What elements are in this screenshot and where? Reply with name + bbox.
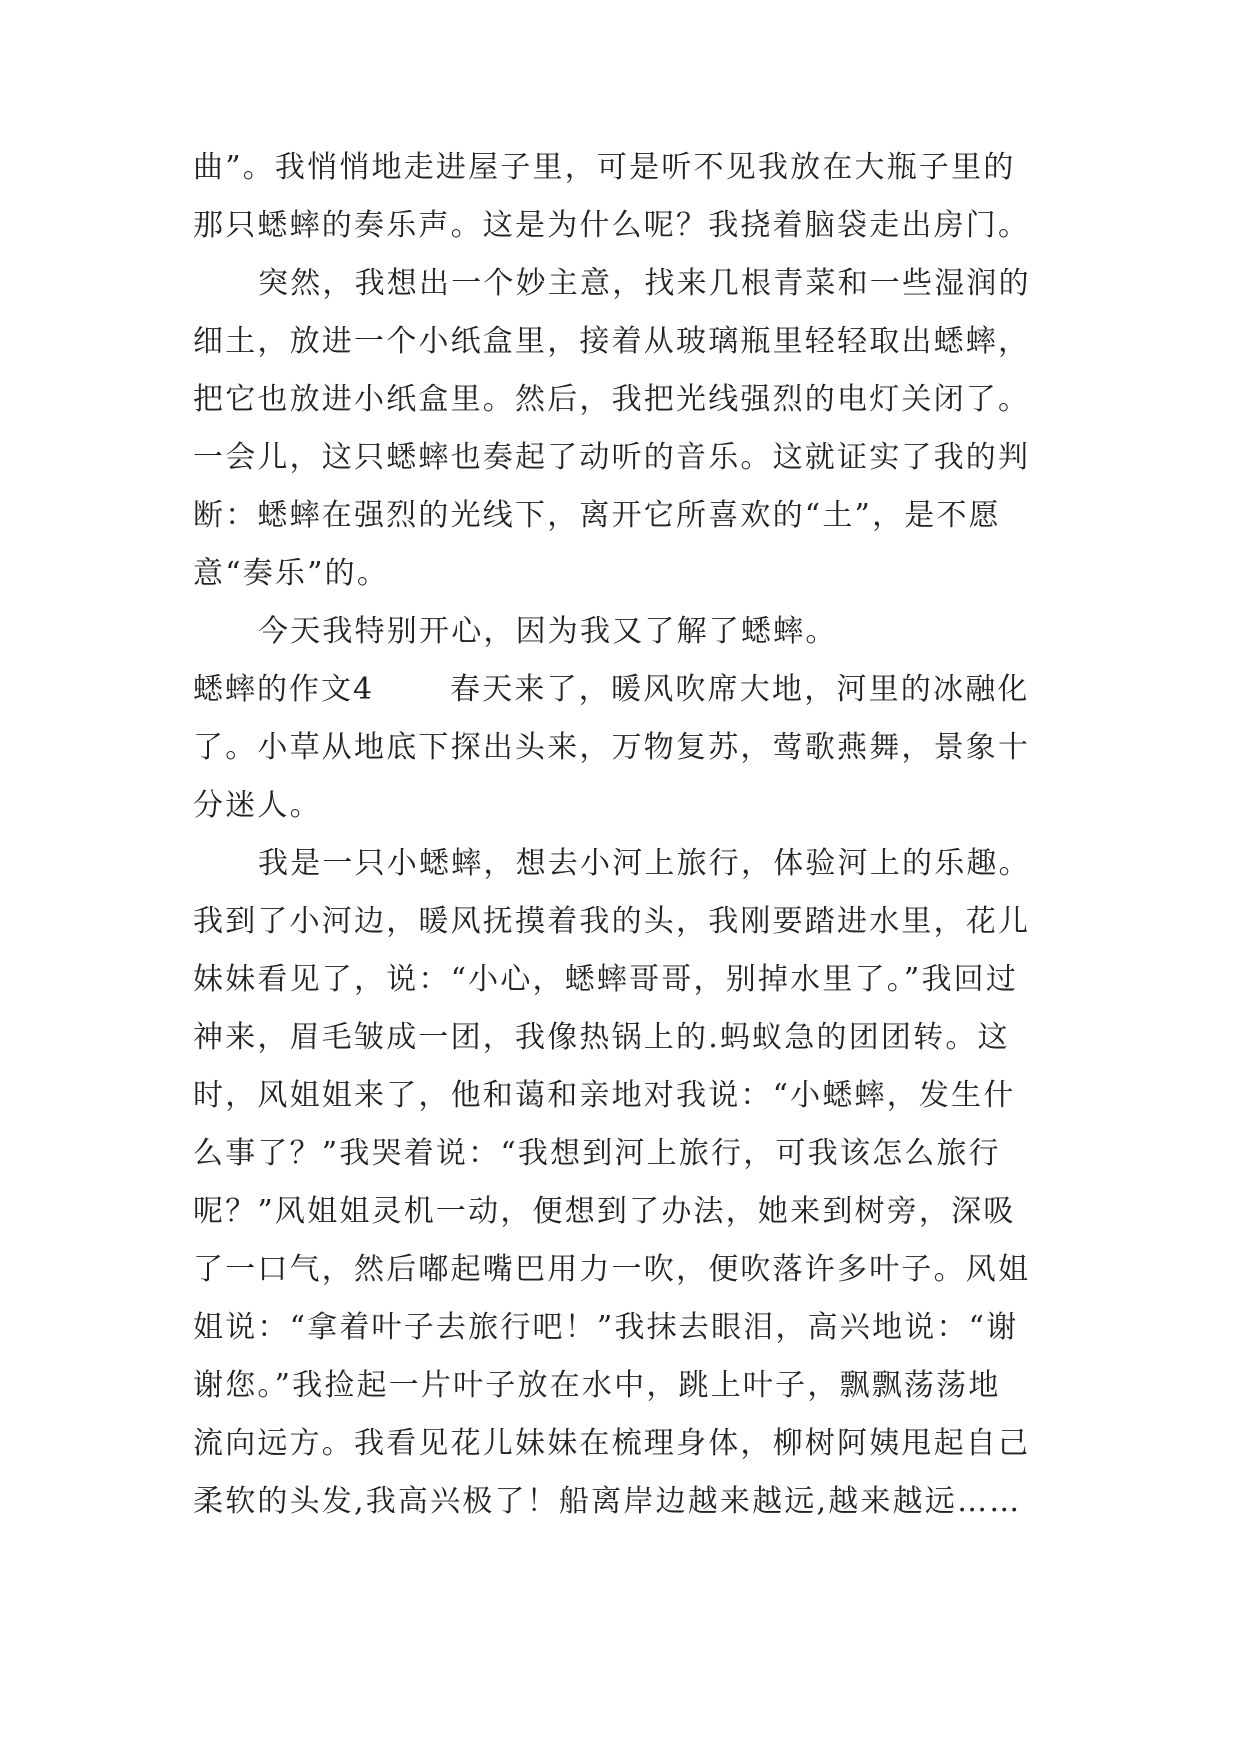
paragraph-line: 我是一只小蟋蟀，想去小河上旅行，体验河上的乐趣。 xyxy=(258,846,1031,881)
paragraph-line: 呢？”风姐姐灵机一动，便想到了办法，她来到树旁，深吸 xyxy=(193,1194,1016,1229)
paragraph-line: 我到了小河边，暖风抚摸着我的头，我刚要踏进水里，花儿 xyxy=(193,904,1031,939)
paragraph-line: 妹妹看见了，说：“小心，蟋蟀哥哥，别掉水里了。”我回过 xyxy=(193,962,1019,997)
paragraph-line: 细土，放进一个小纸盒里，接着从玻璃瓶里轻轻取出蟋蟀， xyxy=(193,324,1031,359)
paragraph-line: 时，风姐姐来了，他和蔼和亲地对我说：“小蟋蟀，发生什 xyxy=(193,1078,1016,1113)
paragraph-line: 了。小草从地底下探出头来，万物复苏，莺歌燕舞，景象十 xyxy=(193,730,1031,765)
paragraph-line: 柔软的头发,我高兴极了！船离岸边越来越远,越来越远…… xyxy=(193,1484,1022,1519)
paragraph-line: 一会儿，这只蟋蟀也奏起了动听的音乐。这就证实了我的判 xyxy=(193,440,1031,475)
essay-title: 蟋蟀的作文4 xyxy=(193,672,375,707)
paragraph-line: 曲”。我悄悄地走进屋子里，可是听不见我放在大瓶子里的 xyxy=(193,150,1016,185)
paragraph-line: 姐说：“拿着叶子去旅行吧！”我抹去眼泪，高兴地说：“谢 xyxy=(193,1310,1019,1345)
paragraph-line: 神来，眉毛皱成一团，我像热锅上的.蚂蚁急的团团转。这 xyxy=(193,1020,1010,1055)
paragraph-line: 断：蟋蟀在强烈的光线下，离开它所喜欢的“土”，是不愿 xyxy=(193,498,1001,533)
paragraph-line: 了一口气，然后嘟起嘴巴用力一吹，便吹落许多叶子。风姐 xyxy=(193,1252,1031,1287)
paragraph-line: 春天来了，暖风吹席大地，河里的冰融化 xyxy=(450,672,1030,707)
paragraph-line: 么事了？”我哭着说：“我想到河上旅行，可我该怎么旅行 xyxy=(193,1136,1001,1171)
paragraph-line: 那只蟋蟀的奏乐声。这是为什么呢？我挠着脑袋走出房门。 xyxy=(193,208,1031,243)
paragraph-line: 把它也放进小纸盒里。然后，我把光线强烈的电灯关闭了。 xyxy=(193,382,1031,417)
paragraph-line: 流向远方。我看见花儿妹妹在梳理身体，柳树阿姨甩起自己 xyxy=(193,1426,1031,1461)
paragraph-line: 分迷人。 xyxy=(193,788,322,823)
paragraph-line: 突然，我想出一个妙主意，找来几根青菜和一些湿润的 xyxy=(258,266,1031,301)
paragraph-line: 意“奏乐”的。 xyxy=(193,556,390,591)
paragraph-line: 谢您。”我捡起一片叶子放在水中，跳上叶子，飘飘荡荡地 xyxy=(193,1368,1001,1403)
paragraph-line: 今天我特别开心，因为我又了解了蟋蟀。 xyxy=(258,614,838,649)
